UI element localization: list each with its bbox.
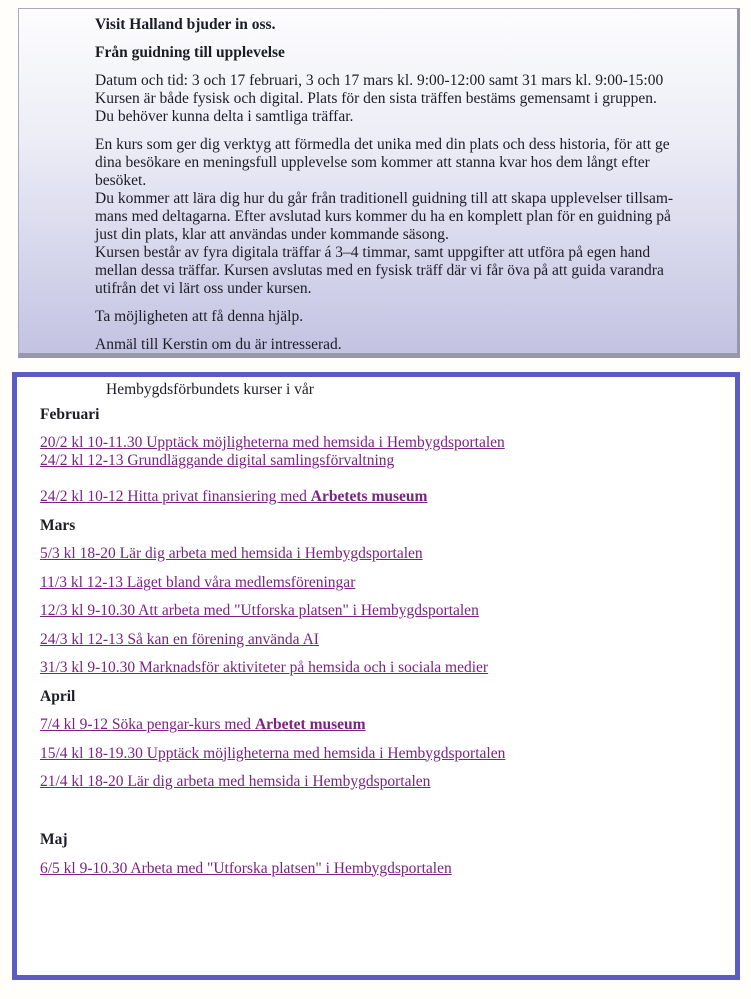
invitation-closing-help: Ta möjligheten att få denna hjälp. xyxy=(95,308,304,325)
schedule-line: Datum och tid: 3 och 17 februari, 3 och 17 mars kl. 9:00-12:00 samt 31 mars kl. 9:00-15:00 xyxy=(95,72,664,89)
description-line: mans med deltagarna. Efter avslutad kurs kommer du ha en komplett plan för en guidning på xyxy=(95,208,671,225)
course-link[interactable] xyxy=(40,574,355,591)
course-link[interactable] xyxy=(40,631,319,648)
course-link[interactable] xyxy=(40,434,715,452)
course-link[interactable] xyxy=(40,452,715,470)
description-line: utifrån det vi lärt oss under kursen. xyxy=(95,280,312,297)
course-link[interactable] xyxy=(40,745,505,762)
course-row xyxy=(40,860,715,878)
month-heading-februari: Februari xyxy=(40,405,100,423)
schedule-line: Du behöver kunna delta i samtliga träffar. xyxy=(95,108,354,125)
invitation-panel xyxy=(18,8,740,358)
description-line: mellan dessa träffar. Kursen avslutas med en fysisk träff där vi får öva på att guida varandra xyxy=(95,262,664,279)
course-link-bold: Arbetets museum xyxy=(310,488,428,505)
course-link[interactable] xyxy=(40,716,366,733)
course-link-text: 5/3 kl 18-20 Lär dig arbeta med hemsida i Hembygdsportalen xyxy=(40,545,423,562)
invitation-description xyxy=(95,136,719,298)
description-line: dina besökare en meningsfull upplevelse som kommer att stanna kvar hos dem långt efter xyxy=(95,154,650,171)
course-link-text: 6/5 kl 9-10.30 Arbeta med "Utforska platsen" i Hembygdsportalen xyxy=(40,859,452,877)
course-link[interactable] xyxy=(40,545,423,562)
courses-title: Hembygdsförbundets kurser i vår xyxy=(106,381,314,398)
course-row xyxy=(40,745,715,763)
course-link-bold: Arbetet museum xyxy=(254,716,366,733)
course-row xyxy=(40,659,715,677)
course-link-text: 7/4 kl 9-12 Söka pengar-kurs med xyxy=(40,716,255,733)
invitation-schedule xyxy=(95,72,719,126)
course-link-text: 15/4 kl 18-19.30 Upptäck möjligheterna med hemsida i Hembygdsportalen xyxy=(40,744,506,762)
description-line: Kursen består av fyra digitala träffar á 3–4 timmar, samt uppgifter att utföra på egen hand xyxy=(95,244,651,261)
course-link[interactable] xyxy=(40,659,488,676)
course-link[interactable] xyxy=(40,602,479,619)
month-heading-april: April xyxy=(40,687,76,705)
course-row xyxy=(40,602,715,620)
description-line: Du kommer att lära dig hur du går från traditionell guidning till att skapa upplevelser tillsam- xyxy=(95,190,674,207)
course-row xyxy=(40,488,715,506)
course-link-text: 24/2 kl 10-12 Hitta privat finansiering med xyxy=(40,488,311,505)
invitation-title: Visit Halland bjuder in oss. xyxy=(95,16,276,33)
spring-courses-panel xyxy=(12,372,740,980)
description-line: besöket. xyxy=(95,172,147,189)
month-heading-maj: Maj xyxy=(40,831,68,848)
course-link-text: 24/2 kl 12-13 Grundläggande digital samlingsförvaltning xyxy=(40,452,395,469)
course-row-group xyxy=(40,434,715,470)
page xyxy=(0,8,751,980)
course-row xyxy=(40,773,715,791)
course-link-text: 24/3 kl 12-13 Så kan en förening använda AI xyxy=(40,630,319,648)
course-row xyxy=(40,716,715,734)
description-line: En kurs som ger dig verktyg att förmedla det unika med din plats och dess historia, för att ge xyxy=(95,136,670,153)
course-link[interactable] xyxy=(40,488,427,505)
course-link[interactable] xyxy=(40,860,452,877)
course-row xyxy=(40,631,715,649)
description-line: just din plats, klar att användas under kommande säsong. xyxy=(95,226,449,243)
course-row xyxy=(40,545,715,563)
course-link-text: 21/4 kl 18-20 Lär dig arbeta med hemsida i Hembygdsportalen xyxy=(40,773,431,790)
schedule-line: Kursen är både fysisk och digital. Plats för den sista träffen bestäms gemensamt i gruppen. xyxy=(95,90,657,107)
month-heading-mars: Mars xyxy=(40,516,76,534)
invitation-closing-signup: Anmäl till Kerstin om du är intresserad. xyxy=(95,336,342,353)
course-link-text: 11/3 kl 12-13 Läget bland våra medlemsföreningar xyxy=(40,573,356,591)
course-link-text: 20/2 kl 10-11.30 Upptäck möjligheterna med hemsida i Hembygdsportalen xyxy=(40,434,505,451)
course-link-text: 31/3 kl 9-10.30 Marknadsför aktiviteter på hemsida och i sociala medier xyxy=(40,659,489,676)
invitation-subtitle: Från guidning till upplevelse xyxy=(95,44,285,61)
course-row xyxy=(40,574,715,592)
course-link[interactable] xyxy=(40,773,430,790)
course-link-text: 12/3 kl 9-10.30 Att arbeta med "Utforska platsen" i Hembygdsportalen xyxy=(40,602,479,619)
